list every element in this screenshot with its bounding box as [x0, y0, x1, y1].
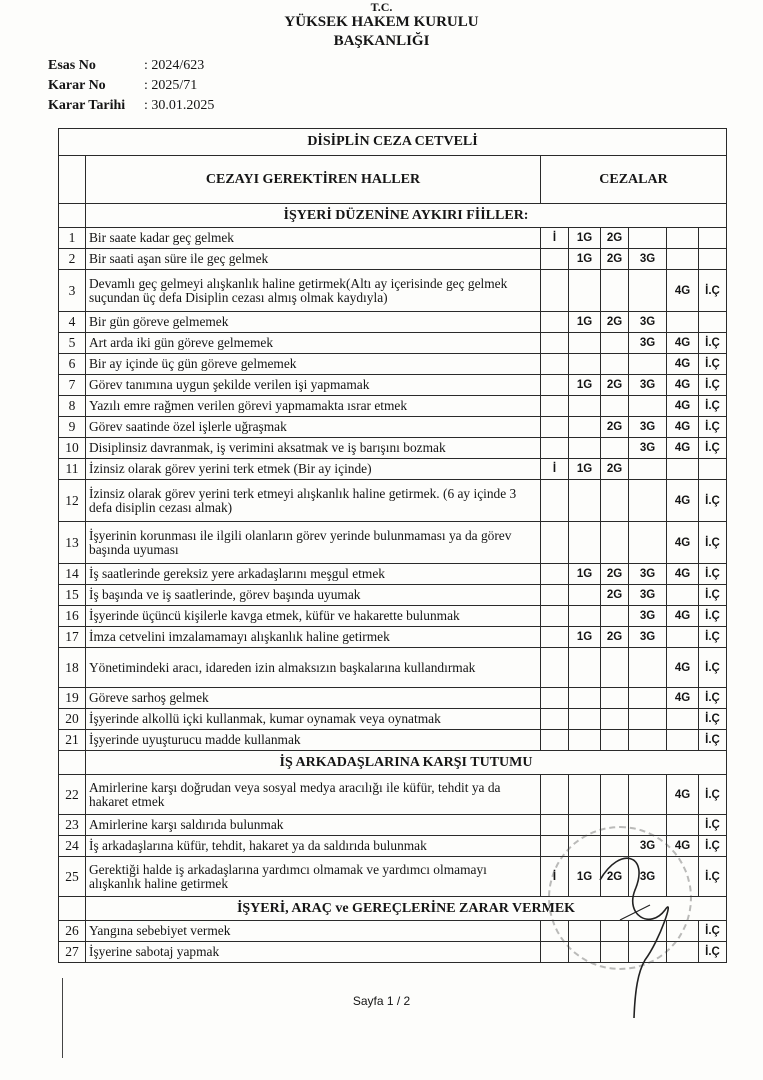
- penalty-cell: [541, 688, 569, 709]
- row-description: İzinsiz olarak görev yerini terk etmek (Bir ay içinde): [86, 459, 541, 480]
- penalty-cell: [541, 627, 569, 648]
- penalty-cell: 4G: [667, 564, 699, 585]
- penalty-cell: [601, 775, 629, 815]
- row-number: 18: [59, 648, 86, 688]
- margin-line: [62, 978, 63, 1058]
- row-number: 27: [59, 942, 86, 963]
- penalty-cell: 4G: [667, 333, 699, 354]
- penalty-cell: [629, 228, 667, 249]
- penalty-cell: İ.Ç: [699, 375, 727, 396]
- row-description: Gerektiği halde iş arkadaşlarına yardımcı olmamak ve yardımcı olmamayı alışkanlık haline getirmek: [86, 857, 541, 897]
- penalty-cell: [569, 354, 601, 375]
- row-description: Görev tanımına uygun şekilde verilen işi yapmamak: [86, 375, 541, 396]
- penalty-cell: [601, 333, 629, 354]
- table-row: [59, 775, 727, 815]
- penalty-cell: İ.Ç: [699, 354, 727, 375]
- meta-value: : 2024/623: [144, 58, 205, 73]
- penalty-cell: İ.Ç: [699, 775, 727, 815]
- row-number: 21: [59, 730, 86, 751]
- penalty-cell: 1G: [569, 312, 601, 333]
- row-number: 5: [59, 333, 86, 354]
- table-row: [59, 375, 727, 396]
- row-number: 4: [59, 312, 86, 333]
- penalty-cell: [569, 333, 601, 354]
- row-description: Disiplinsiz davranmak, iş verimini aksatmak ve iş barışını bozmak: [86, 438, 541, 459]
- row-number: 6: [59, 354, 86, 375]
- penalty-cell: [667, 709, 699, 730]
- row-number: 3: [59, 270, 86, 312]
- penalty-cell: [569, 396, 601, 417]
- row-description: Bir saati aşan süre ile geç gelmek: [86, 249, 541, 270]
- penalty-cell: [601, 480, 629, 522]
- penalty-cell: 1G: [569, 375, 601, 396]
- penalty-cell: [629, 648, 667, 688]
- penalty-cell: 4G: [667, 438, 699, 459]
- penalty-cell: [569, 522, 601, 564]
- penalty-cell: İ.Ç: [699, 480, 727, 522]
- penalty-cell: [569, 730, 601, 751]
- row-number: 1: [59, 228, 86, 249]
- penalty-cell: İ.Ç: [699, 438, 727, 459]
- penalty-cell: 3G: [629, 312, 667, 333]
- penalty-cell: [629, 396, 667, 417]
- row-description: İzinsiz olarak görev yerini terk etmeyi alışkanlık haline getirmek. (6 ay içinde 3 defa disiplin cezası almak): [86, 480, 541, 522]
- row-description: İşyerinin korunması ile ilgili olanların görev yerinde bulunmaması ya da görev başında uyuması: [86, 522, 541, 564]
- penalty-cell: 2G: [601, 312, 629, 333]
- penalty-cell: [569, 585, 601, 606]
- header-penalties: CEZALAR: [541, 156, 727, 204]
- penalty-cell: [569, 709, 601, 730]
- row-number: 10: [59, 438, 86, 459]
- row-description: İş arkadaşlarına küfür, tehdit, hakaret ya da saldırıda bulunmak: [86, 836, 541, 857]
- penalty-cell: İ.Ç: [699, 627, 727, 648]
- row-number: 22: [59, 775, 86, 815]
- penalty-cell: [541, 270, 569, 312]
- penalty-cell: [601, 396, 629, 417]
- penalty-cell: 4G: [667, 270, 699, 312]
- row-number: 15: [59, 585, 86, 606]
- penalty-cell: 2G: [601, 417, 629, 438]
- penalty-cell: [569, 775, 601, 815]
- table-row: [59, 480, 727, 522]
- row-description: İşyerinde uyuşturucu madde kullanmak: [86, 730, 541, 751]
- table-row: [59, 627, 727, 648]
- row-number: 16: [59, 606, 86, 627]
- penalty-cell: [541, 606, 569, 627]
- penalty-cell: [541, 417, 569, 438]
- penalty-cell: [629, 270, 667, 312]
- penalty-cell: [541, 709, 569, 730]
- penalty-cell: [629, 480, 667, 522]
- penalty-cell: 1G: [569, 459, 601, 480]
- penalty-cell: [629, 354, 667, 375]
- penalty-cell: [667, 249, 699, 270]
- row-description: Bir gün göreve gelmemek: [86, 312, 541, 333]
- penalty-cell: [569, 480, 601, 522]
- penalty-cell: İ.Ç: [699, 417, 727, 438]
- table-title: DİSİPLİN CEZA CETVELİ: [59, 129, 727, 156]
- penalty-cell: [629, 775, 667, 815]
- header-dept: BAŞKANLIĞI: [333, 33, 430, 49]
- section-spacer: [59, 897, 86, 921]
- header-cases: CEZAYI GEREKTİREN HALLER: [86, 156, 541, 204]
- penalty-cell: [629, 709, 667, 730]
- table-row: [59, 312, 727, 333]
- penalty-cell: 2G: [601, 459, 629, 480]
- penalty-cell: İ: [541, 459, 569, 480]
- penalty-cell: [667, 585, 699, 606]
- table-row: [59, 438, 727, 459]
- penalty-cell: [541, 564, 569, 585]
- section-title: İŞYERİ DÜZENİNE AYKIRI FİİLLER:: [86, 204, 727, 228]
- row-number: 11: [59, 459, 86, 480]
- table-row: [59, 522, 727, 564]
- penalty-cell: [541, 438, 569, 459]
- row-number: 23: [59, 815, 86, 836]
- section-title: İŞYERİ, ARAÇ ve GEREÇLERİNE ZARAR VERMEK: [86, 897, 727, 921]
- section-title: İŞ ARKADAŞLARINA KARŞI TUTUMU: [86, 751, 727, 775]
- row-description: İşyerinde üçüncü kişilerle kavga etmek, küfür ve hakarette bulunmak: [86, 606, 541, 627]
- table-row: [59, 333, 727, 354]
- penalty-cell: İ.Ç: [699, 333, 727, 354]
- penalty-cell: 3G: [629, 249, 667, 270]
- penalty-cell: İ.Ç: [699, 815, 727, 836]
- penalty-cell: [569, 438, 601, 459]
- penalty-cell: [667, 815, 699, 836]
- penalty-cell: İ.Ç: [699, 730, 727, 751]
- penalty-cell: [569, 270, 601, 312]
- table-header-row: [59, 156, 727, 204]
- penalty-cell: [541, 648, 569, 688]
- penalty-cell: 1G: [569, 627, 601, 648]
- section-spacer: [59, 751, 86, 775]
- penalty-cell: [601, 354, 629, 375]
- penalty-cell: 4G: [667, 396, 699, 417]
- penalty-cell: [667, 312, 699, 333]
- table-title-row: [59, 129, 727, 156]
- row-description: Devamlı geç gelmeyi alışkanlık haline getirmek(Altı ay içerisinde geç gelmek suçundan üç defa Disiplin cezası almış olmak kaydıyla): [86, 270, 541, 312]
- row-description: Amirlerine karşı saldırıda bulunmak: [86, 815, 541, 836]
- penalty-cell: 3G: [629, 375, 667, 396]
- row-number: 20: [59, 709, 86, 730]
- meta-label: Karar Tarihi: [48, 98, 126, 113]
- row-number: 12: [59, 480, 86, 522]
- penalty-cell: [541, 354, 569, 375]
- table-row: [59, 585, 727, 606]
- penalty-cell: [601, 438, 629, 459]
- penalty-cell: 3G: [629, 857, 667, 897]
- penalty-cell: [569, 648, 601, 688]
- penalty-cell: İ: [541, 228, 569, 249]
- table-row: [59, 417, 727, 438]
- table-row: [59, 730, 727, 751]
- row-description: Yangına sebebiyet vermek: [86, 921, 541, 942]
- penalty-cell: [667, 459, 699, 480]
- header-spacer: [59, 156, 86, 204]
- penalty-cell: 1G: [569, 564, 601, 585]
- penalty-cell: 2G: [601, 585, 629, 606]
- penalty-cell: [541, 775, 569, 815]
- penalty-cell: 3G: [629, 627, 667, 648]
- penalty-cell: İ.Ç: [699, 564, 727, 585]
- penalty-cell: 4G: [667, 417, 699, 438]
- penalty-cell: 2G: [601, 857, 629, 897]
- penalty-cell: 4G: [667, 775, 699, 815]
- table-row: [59, 354, 727, 375]
- penalty-cell: [541, 333, 569, 354]
- row-description: İş başında ve iş saatlerinde, görev başında uyumak: [86, 585, 541, 606]
- header-org: YÜKSEK HAKEM KURULU: [284, 14, 479, 30]
- penalty-cell: 1G: [569, 249, 601, 270]
- penalty-cell: 4G: [667, 480, 699, 522]
- penalty-cell: [601, 648, 629, 688]
- case-meta: [48, 56, 214, 116]
- row-description: Göreve sarhoş gelmek: [86, 688, 541, 709]
- table-row: [59, 688, 727, 709]
- penalty-cell: [601, 270, 629, 312]
- penalty-cell: [667, 228, 699, 249]
- penalty-cell: 1G: [569, 857, 601, 897]
- penalty-cell: [629, 522, 667, 564]
- penalty-cell: [541, 312, 569, 333]
- row-number: 17: [59, 627, 86, 648]
- penalty-cell: İ.Ç: [699, 606, 727, 627]
- meta-value: : 2025/71: [144, 78, 198, 93]
- penalty-cell: [541, 815, 569, 836]
- row-description: Art arda iki gün göreve gelmemek: [86, 333, 541, 354]
- penalty-cell: İ.Ç: [699, 585, 727, 606]
- table-row: [59, 270, 727, 312]
- table-row: [59, 709, 727, 730]
- penalty-cell: [541, 585, 569, 606]
- penalty-cell: 4G: [667, 354, 699, 375]
- row-description: İşyerine sabotaj yapmak: [86, 942, 541, 963]
- table-row: [59, 459, 727, 480]
- penalty-cell: 3G: [629, 836, 667, 857]
- penalty-cell: [601, 522, 629, 564]
- row-number: 24: [59, 836, 86, 857]
- meta-label: Esas No: [48, 58, 96, 73]
- section-row: [59, 751, 727, 775]
- row-number: 13: [59, 522, 86, 564]
- penalty-cell: [541, 396, 569, 417]
- row-number: 9: [59, 417, 86, 438]
- penalty-cell: [699, 312, 727, 333]
- row-description: İş saatlerinde gereksiz yere arkadaşlarını meşgul etmek: [86, 564, 541, 585]
- penalty-cell: 3G: [629, 564, 667, 585]
- row-number: 2: [59, 249, 86, 270]
- meta-esas-no: [48, 56, 214, 76]
- table-row: [59, 606, 727, 627]
- penalty-cell: İ.Ç: [699, 857, 727, 897]
- penalty-cell: [541, 480, 569, 522]
- row-description: Görev saatinde özel işlerle uğraşmak: [86, 417, 541, 438]
- row-number: 14: [59, 564, 86, 585]
- penalty-cell: 4G: [667, 688, 699, 709]
- penalty-cell: [569, 417, 601, 438]
- penalty-cell: 2G: [601, 228, 629, 249]
- meta-karar-tarihi: [48, 96, 214, 116]
- meta-karar-no: [48, 76, 214, 96]
- penalty-cell: [601, 730, 629, 751]
- penalty-cell: [601, 709, 629, 730]
- penalty-cell: 3G: [629, 417, 667, 438]
- penalty-cell: 2G: [601, 375, 629, 396]
- row-description: Bir saate kadar geç gelmek: [86, 228, 541, 249]
- penalty-cell: 4G: [667, 522, 699, 564]
- penalty-cell: [667, 627, 699, 648]
- penalty-cell: [699, 249, 727, 270]
- row-description: Yönetimindeki aracı, idareden izin almaksızın başkalarına kullandırmak: [86, 648, 541, 688]
- penalty-cell: 2G: [601, 627, 629, 648]
- table-row: [59, 249, 727, 270]
- penalty-cell: 3G: [629, 333, 667, 354]
- row-description: İmza cetvelini imzalamamayı alışkanlık haline getirmek: [86, 627, 541, 648]
- penalty-cell: 3G: [629, 585, 667, 606]
- penalty-cell: 4G: [667, 606, 699, 627]
- row-number: 26: [59, 921, 86, 942]
- penalty-cell: İ.Ç: [699, 836, 727, 857]
- section-row: [59, 204, 727, 228]
- row-description: Yazılı emre rağmen verilen görevi yapmamakta ısrar etmek: [86, 396, 541, 417]
- penalty-cell: [541, 249, 569, 270]
- row-number: 19: [59, 688, 86, 709]
- penalty-cell: [629, 730, 667, 751]
- penalty-cell: İ.Ç: [699, 648, 727, 688]
- penalty-cell: 2G: [601, 564, 629, 585]
- penalty-cell: 3G: [629, 438, 667, 459]
- penalty-cell: [541, 375, 569, 396]
- penalty-cell: [699, 228, 727, 249]
- penalty-cell: [699, 459, 727, 480]
- penalty-cell: 4G: [667, 836, 699, 857]
- penalty-cell: İ.Ç: [699, 942, 727, 963]
- penalty-cell: İ.Ç: [699, 522, 727, 564]
- page-number: Sayfa 1 / 2: [352, 994, 411, 1008]
- row-number: 25: [59, 857, 86, 897]
- penalty-cell: [667, 730, 699, 751]
- penalty-cell: [601, 688, 629, 709]
- penalty-cell: İ.Ç: [699, 270, 727, 312]
- row-number: 7: [59, 375, 86, 396]
- penalty-cell: İ.Ç: [699, 688, 727, 709]
- penalty-cell: İ.Ç: [699, 396, 727, 417]
- penalty-cell: [541, 730, 569, 751]
- penalty-cell: İ.Ç: [699, 709, 727, 730]
- table-row: [59, 648, 727, 688]
- penalty-cell: 2G: [601, 249, 629, 270]
- row-number: 8: [59, 396, 86, 417]
- section-spacer: [59, 204, 86, 228]
- penalty-cell: 3G: [629, 606, 667, 627]
- table-row: [59, 396, 727, 417]
- row-description: İşyerinde alkollü içki kullanmak, kumar oynamak veya oynatmak: [86, 709, 541, 730]
- penalty-cell: [569, 688, 601, 709]
- penalty-cell: [629, 459, 667, 480]
- row-description: Bir ay içinde üç gün göreve gelmemek: [86, 354, 541, 375]
- penalty-cell: [541, 522, 569, 564]
- meta-value: : 30.01.2025: [144, 98, 215, 113]
- penalty-cell: [569, 606, 601, 627]
- penalty-cell: 4G: [667, 648, 699, 688]
- table-row: [59, 564, 727, 585]
- penalty-cell: [629, 688, 667, 709]
- table-row: [59, 228, 727, 249]
- penalty-cell: [601, 606, 629, 627]
- meta-label: Karar No: [48, 78, 106, 93]
- row-description: Amirlerine karşı doğrudan veya sosyal medya aracılığı ile küfür, tehdit ya da hakaret etmek: [86, 775, 541, 815]
- penalty-cell: 4G: [667, 375, 699, 396]
- header-tc: T.C.: [370, 0, 393, 14]
- penalty-cell: 1G: [569, 228, 601, 249]
- penalty-cell: İ.Ç: [699, 921, 727, 942]
- penalty-cell: İ: [541, 857, 569, 897]
